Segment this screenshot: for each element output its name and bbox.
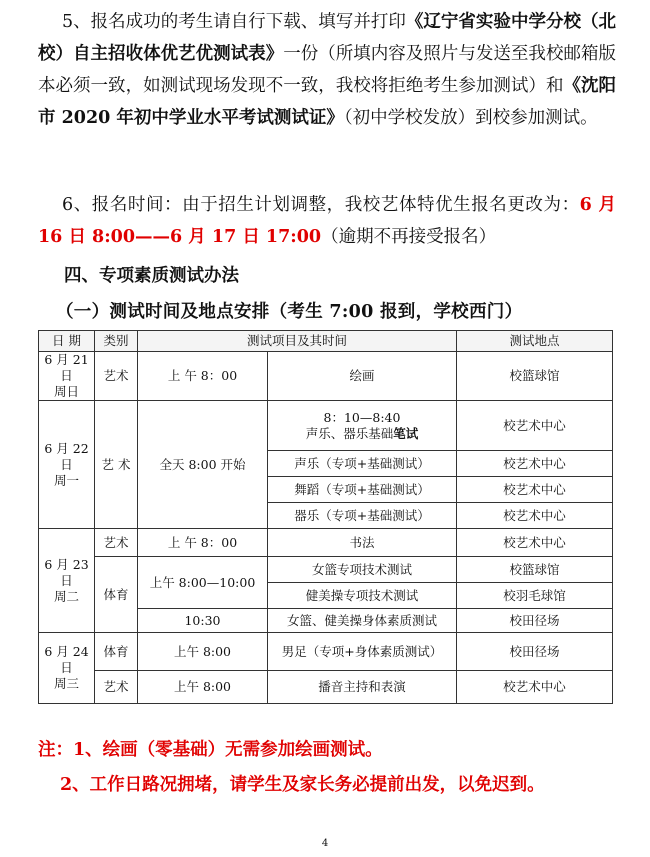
venue-cell: 校艺术中心	[457, 503, 613, 529]
item-cell: 健美操专项技术测试	[268, 583, 457, 609]
date-text: 6 月 24 日	[44, 644, 89, 675]
weekday-text: 周一	[53, 472, 79, 488]
item-time: 8：10—8:40	[323, 409, 401, 425]
date-cell	[39, 529, 95, 633]
item-cell: 器乐（专项+基础测试）	[268, 503, 457, 529]
venue-cell: 校篮球馆	[457, 352, 613, 401]
weekday-text: 周三	[53, 676, 79, 691]
venue-cell: 校艺术中心	[457, 451, 613, 477]
item-cell: 舞蹈（专项+基础测试）	[268, 477, 457, 503]
date-text: 6 月 21 日	[44, 352, 89, 383]
date-cell	[39, 633, 95, 704]
venue-cell: 校艺术中心	[457, 671, 613, 704]
header-date: 日 期	[39, 331, 95, 352]
item-cell: 绘画	[268, 352, 457, 401]
paragraph-6	[38, 189, 616, 253]
table-row	[39, 529, 613, 557]
venue-cell: 校田径场	[457, 609, 613, 633]
para5-prefix: 5、报名成功的考生请自行下载、填写并打印	[62, 12, 406, 32]
item-cell: 声乐（专项+基础测试）	[268, 451, 457, 477]
table-header-row	[39, 331, 613, 352]
category-cell: 体育	[95, 633, 138, 671]
section-4-title: 四、专项素质测试办法	[64, 266, 239, 286]
venue-cell: 校艺术中心	[457, 401, 613, 451]
category-cell: 艺术	[95, 671, 138, 704]
date-text: 6 月 22 日	[44, 440, 89, 472]
item-cell: 女篮专项技术测试	[268, 557, 457, 583]
item-cell: 女篮、健美操身体素质测试	[268, 609, 457, 633]
time-cell: 全天 8:00 开始	[138, 401, 268, 529]
venue-cell: 校羽毛球馆	[457, 583, 613, 609]
table-row	[39, 557, 613, 583]
category-cell: 体育	[95, 557, 138, 633]
certificate-title: 《沈阳市 2020 年初中学业水平考试测试证》	[38, 76, 616, 128]
header-venue: 测试地点	[457, 331, 613, 352]
table-row	[39, 633, 613, 671]
weekday-text: 周日	[53, 384, 79, 399]
table-row	[39, 401, 613, 451]
item-cell: 播音主持和表演	[268, 671, 457, 704]
note-1: 注：1、绘画（零基础）无需参加绘画测试。	[38, 740, 383, 760]
venue-cell: 校艺术中心	[457, 477, 613, 503]
header-category: 类别	[95, 331, 138, 352]
page-number: 4	[321, 838, 329, 849]
date-text: 6 月 23 日	[44, 556, 89, 588]
registration-time-range: 6 月 16 日 8:00——6 月 17 日 17:00	[38, 195, 616, 247]
category-cell: 艺术	[95, 352, 138, 401]
date-cell	[39, 401, 95, 529]
time-cell: 上 午 8：00	[138, 352, 268, 401]
category-cell: 艺 术	[95, 401, 138, 529]
time-cell: 上 午 8：00	[138, 529, 268, 557]
item-name: 声乐、器乐基础	[305, 425, 394, 441]
item-cell: 书法	[268, 529, 457, 557]
table-row	[39, 352, 613, 401]
venue-cell: 校篮球馆	[457, 557, 613, 583]
paragraph-5	[38, 6, 616, 134]
table-row	[39, 671, 613, 704]
category-cell: 艺术	[95, 529, 138, 557]
item-cell: 男足（专项+身体素质测试）	[268, 633, 457, 671]
venue-cell: 校田径场	[457, 633, 613, 671]
header-item: 测试项目及其时间	[138, 331, 457, 352]
time-cell: 上午 8:00	[138, 671, 268, 704]
para6-prefix: 6、报名时间：由于招生计划调整，我校艺体特优生报名更改为：	[62, 195, 580, 215]
note-2: 2、工作日路况拥堵，请学生及家长务必提前出发，以免迟到。	[60, 775, 545, 795]
subsection-1-title: （一）测试时间及地点安排（考生 7:00 报到，学校西门）	[56, 302, 523, 322]
time-cell: 上午 8:00	[138, 633, 268, 671]
venue-cell: 校艺术中心	[457, 529, 613, 557]
date-cell	[39, 352, 95, 401]
schedule-table	[38, 330, 613, 704]
para5-middle: 一份（所填内容及照片与发送至我校邮箱版本必须一致，如测试现场发现不一致，我校将拒绝考生参加测试）和	[38, 44, 616, 96]
item-cell	[268, 401, 457, 451]
time-cell: 上午 8:00—10:00	[138, 557, 268, 609]
form-title: 《辽宁省实验中学分校（北校）自主招收体优艺优测试表》	[38, 12, 617, 64]
time-cell: 10:30	[138, 609, 268, 633]
item-name-bold: 笔试	[393, 425, 419, 441]
para6-suffix: （逾期不再接受报名）	[321, 227, 497, 247]
weekday-text: 周二	[53, 588, 79, 604]
para5-suffix: （初中学校发放）到校参加测试。	[343, 108, 598, 128]
